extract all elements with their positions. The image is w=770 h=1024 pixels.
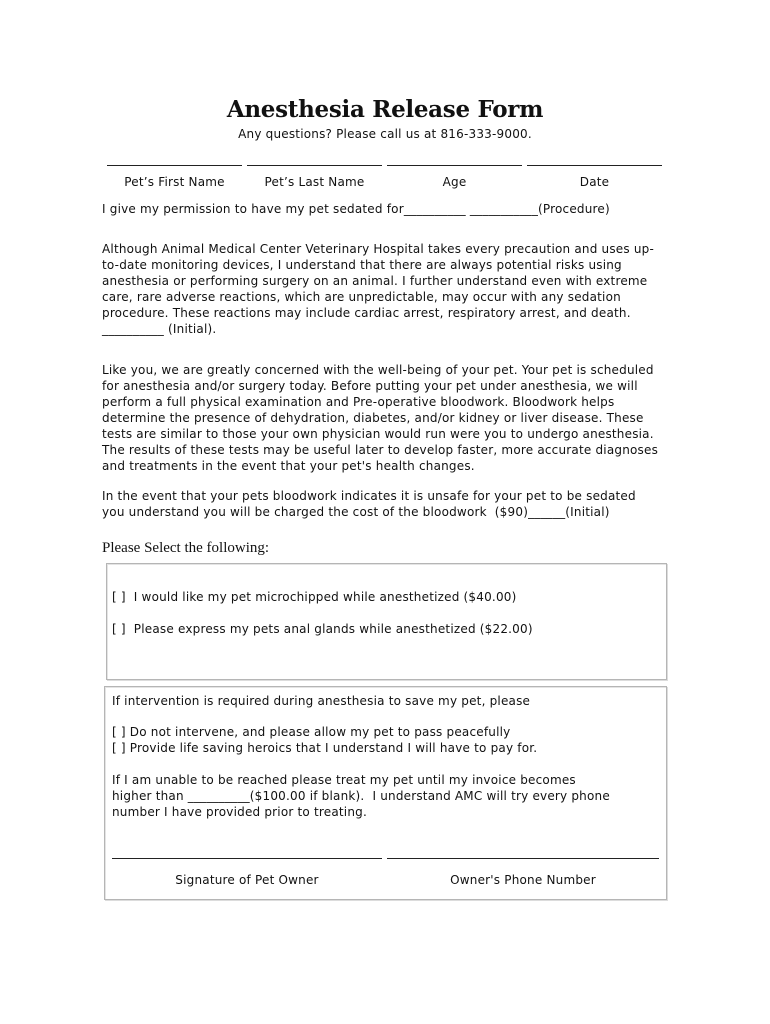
concern-paragraph-line: determine the presence of dehydration, diabetes, and/or kidney or liver disease. These bbox=[102, 411, 644, 425]
signature-line[interactable] bbox=[112, 858, 382, 859]
signature-label: Signature of Pet Owner bbox=[175, 873, 319, 887]
date-line[interactable] bbox=[527, 165, 662, 166]
risks-paragraph-line: procedure. These reactions may include cardiac arrest, respiratory arrest, and death. bbox=[102, 306, 631, 320]
risks-paragraph-line: care, rare adverse reactions, which are unpredictable, may occur with any sedation bbox=[102, 290, 621, 304]
concern-paragraph-line: for anesthesia and/or surgery today. Before putting your pet under anesthesia, we will bbox=[102, 379, 638, 393]
concern-paragraph-line: tests are similar to those your own physician would run were you to undergo anesthesia. bbox=[102, 427, 654, 441]
age-line[interactable] bbox=[387, 165, 522, 166]
risks-paragraph-line: anesthesia or performing surgery on an animal. I further understand even with extreme bbox=[102, 274, 648, 288]
last-name-label: Pet’s Last Name bbox=[264, 175, 365, 189]
concern-paragraph-line: The results of these tests may be useful later to develop faster, more accurate diagnoses bbox=[102, 443, 659, 457]
bloodwork-initial-line: you understand you will be charged the cost of the bloodwork ($90)______(Initial) bbox=[102, 505, 610, 519]
phone-label: Owner's Phone Number bbox=[450, 873, 596, 887]
options-heading: Please Select the following: bbox=[102, 540, 270, 556]
cost-limit-line: If I am unable to be reached please treat my pet until my invoice becomes bbox=[112, 773, 576, 787]
last-name-line[interactable] bbox=[247, 165, 382, 166]
first-name-line[interactable] bbox=[107, 165, 242, 166]
concern-paragraph-line: and treatments in the event that your pet's health changes. bbox=[102, 459, 475, 473]
concern-paragraph-line: perform a full physical examination and Pre-operative bloodwork. Bloodwork helps bbox=[102, 395, 615, 409]
phone-line[interactable] bbox=[387, 858, 659, 859]
date-label: Date bbox=[579, 175, 610, 189]
do-not-intervene-option[interactable]: [ ] Do not intervene, and please allow my pet to pass peacefully bbox=[112, 725, 511, 739]
cost-limit-line: higher than __________($100.00 if blank). I understand AMC will try every phone bbox=[112, 789, 610, 803]
intervention-intro: If intervention is required during anesthesia to save my pet, please bbox=[112, 694, 531, 708]
risks-paragraph-line: Although Animal Medical Center Veterinary Hospital takes every precaution and uses up- bbox=[102, 242, 654, 256]
life-saving-option[interactable]: [ ] Provide life saving heroics that I understand I will have to pay for. bbox=[112, 741, 538, 755]
anal-glands-option[interactable]: [ ] Please express my pets anal glands while anesthetized ($22.00) bbox=[112, 622, 533, 636]
options-box bbox=[106, 563, 667, 680]
contact-line: Any questions? Please call us at 816-333-9000. bbox=[238, 127, 532, 141]
microchip-option[interactable]: [ ] I would like my pet microchipped while anesthetized ($40.00) bbox=[112, 590, 517, 604]
cost-limit-line: number I have provided prior to treating. bbox=[112, 805, 367, 819]
form-title: Anesthesia Release Form bbox=[226, 96, 544, 123]
risks-initial-line: __________ (Initial). bbox=[102, 322, 217, 336]
permission-statement: I give my permission to have my pet sedated for__________ ___________(Procedure) bbox=[102, 202, 610, 216]
first-name-label: Pet’s First Name bbox=[124, 175, 225, 189]
intervention-box bbox=[104, 686, 667, 900]
age-label: Age bbox=[442, 175, 467, 189]
risks-paragraph-line: to-date monitoring devices, I understand that there are always potential risks using bbox=[102, 258, 622, 272]
concern-paragraph-line: Like you, we are greatly concerned with the well-being of your pet. Your pet is scheduled bbox=[102, 363, 654, 377]
bloodwork-paragraph-line: In the event that your pets bloodwork indicates it is unsafe for your pet to be sedated bbox=[102, 489, 636, 503]
